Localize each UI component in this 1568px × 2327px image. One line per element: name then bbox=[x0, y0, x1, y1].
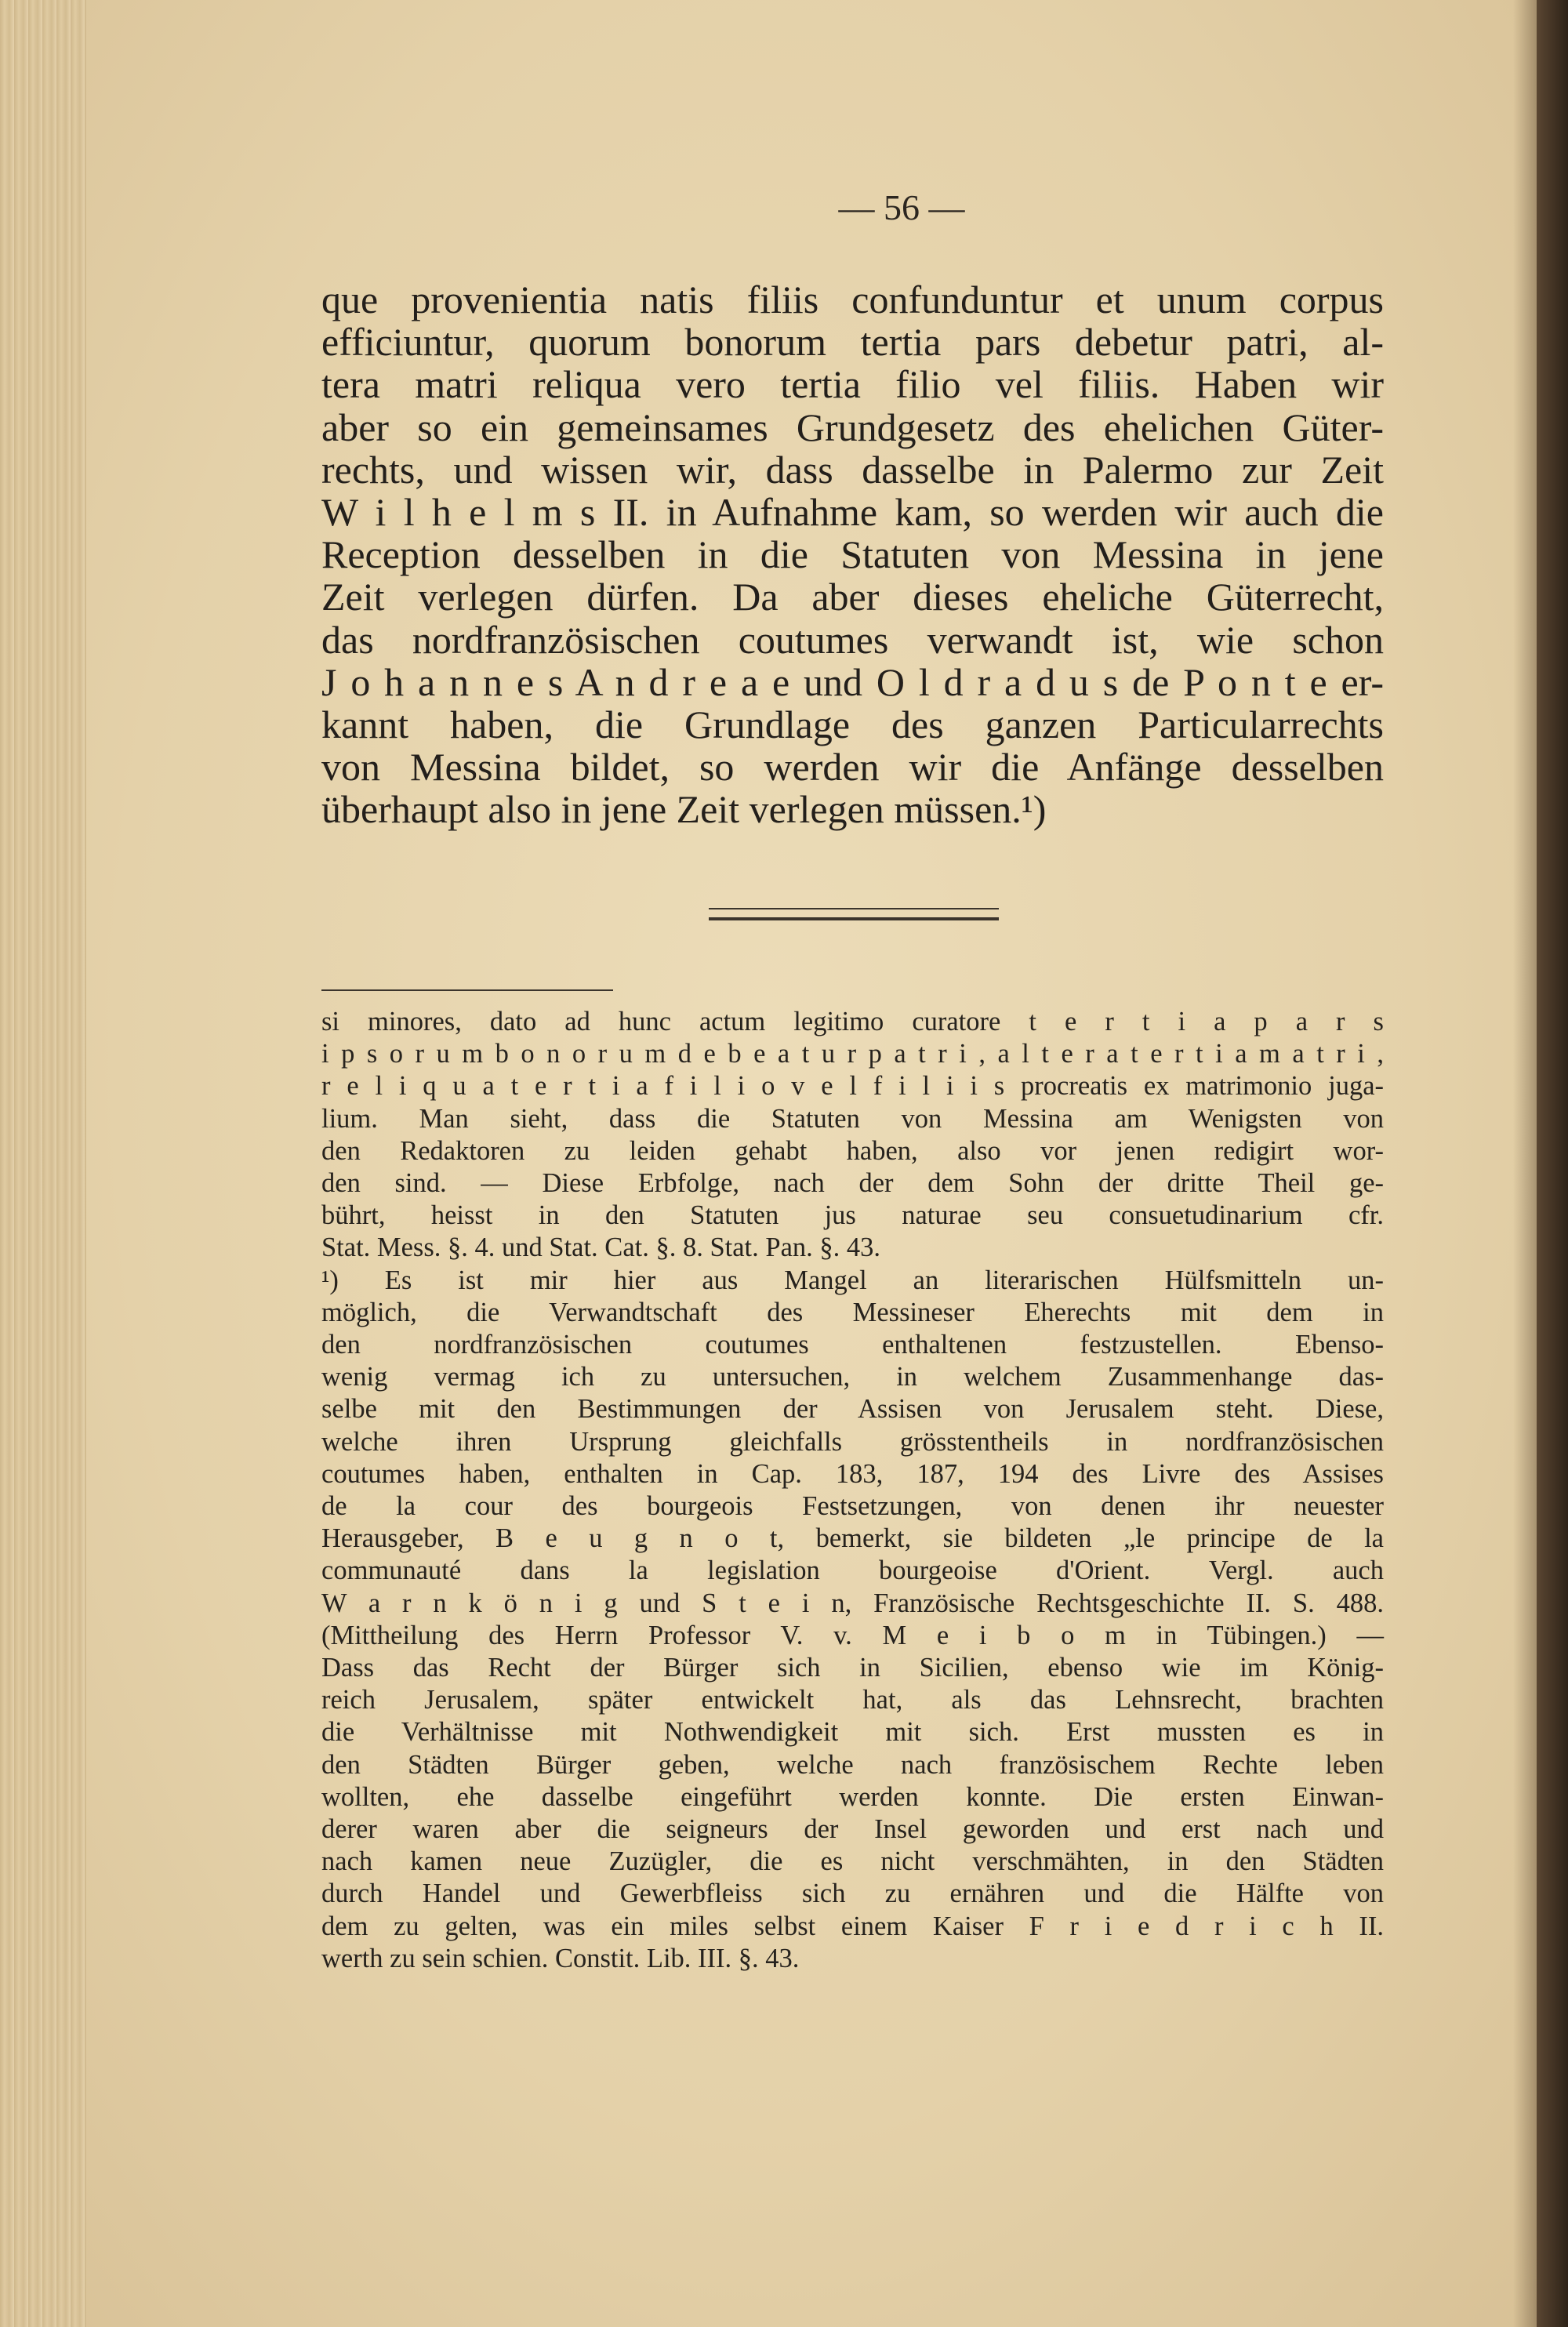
body-text-line: überhaupt also in jene Zeit verlegen müssen.¹) bbox=[321, 787, 1047, 832]
footnote-line: die Verhältnisse mit Nothwendigkeit mit sich. Erst mussten es in bbox=[321, 1717, 1384, 1748]
footnote-line: wenig vermag ich zu untersuchen, in welchem Zusammenhange das- bbox=[321, 1362, 1384, 1392]
footnote-line: si minores, dato ad hunc actum legitimo curatore t e r t i a p a r s bbox=[321, 1007, 1384, 1036]
footnote-line: W a r n k ö n i g und S t e i n, Französische Rechtsgeschichte II. S. 488. bbox=[321, 1588, 1384, 1618]
footnote-line: den nordfranzösischen coutumes enthaltenen festzustellen. Ebenso- bbox=[321, 1330, 1384, 1360]
body-text-line: Reception desselben in die Statuten von Messina in jene bbox=[321, 532, 1384, 577]
body-text-line: aber so ein gemeinsames Grundgesetz des ehelichen Güter- bbox=[321, 405, 1384, 449]
footnote-line: ¹) Es ist mir hier aus Mangel an literarischen Hülfsmitteln un- bbox=[321, 1265, 1384, 1295]
body-text-line: efficiuntur, quorum bonorum tertia pars debetur patri, al- bbox=[321, 320, 1384, 365]
footnote-line: derer waren aber die seigneurs der Insel geworden und erst nach und bbox=[321, 1814, 1384, 1845]
footnote-line: (Mittheilung des Herrn Professor V. v. M e i b o m in Tübingen.) — bbox=[321, 1620, 1384, 1650]
footnote-line: Dass das Recht der Bürger sich in Sicilien, ebenso wie im König- bbox=[321, 1653, 1384, 1683]
footnote-line: reich Jerusalem, später entwickelt hat, als das Lehnsrecht, brachten bbox=[321, 1685, 1384, 1715]
body-text-line: que provenientia natis filiis confunduntur et unum corpus bbox=[321, 278, 1384, 321]
footnote-line: Herausgeber, B e u g n o t, bemerkt, sie bildeten „le principe de la bbox=[321, 1523, 1384, 1554]
body-text-line: tera matri reliqua vero tertia filio vel filiis. Haben wir bbox=[321, 362, 1384, 407]
section-end-double-rule bbox=[709, 908, 999, 920]
main-text-block bbox=[321, 278, 1384, 831]
footnote-line: durch Handel und Gewerbfleiss sich zu ernähren und die Hälfte von bbox=[321, 1879, 1384, 1909]
body-text-line: Zeit verlegen dürfen. Da aber dieses eheliche Güterrecht, bbox=[321, 575, 1384, 619]
footnote-line: communauté dans la legislation bourgeoise d'Orient. Vergl. auch bbox=[321, 1556, 1384, 1586]
footnote-line: coutumes haben, enthalten in Cap. 183, 187, 194 des Livre des Assises bbox=[321, 1458, 1384, 1489]
footnote-line: de la cour des bourgeois Festsetzungen, von denen ihr neuester bbox=[321, 1491, 1384, 1522]
gutter-shadow bbox=[1513, 0, 1537, 2327]
body-text-line: J o h a n n e s A n d r e a e und O l d r a d u s de P o n t e er- bbox=[321, 659, 1384, 704]
body-text-line: kannt haben, die Grundlage des ganzen Particularrechts bbox=[321, 702, 1384, 747]
footnotes-block bbox=[321, 1006, 1384, 1975]
footnote-line: lium. Man sieht, dass die Statuten von Messina am Wenigsten von bbox=[321, 1103, 1384, 1134]
body-text-line: rechts, und wissen wir, dass dasselbe in Palermo zur Zeit bbox=[321, 447, 1384, 492]
footnote-line: welche ihren Ursprung gleichfalls grösstentheils in nordfranzösischen bbox=[321, 1426, 1384, 1457]
footnote-line: wollten, ehe dasselbe eingeführt werden konnte. Die ersten Einwan- bbox=[321, 1781, 1384, 1812]
footnote-line: nach kamen neue Zuzügler, die es nicht verschmähten, in den Städten bbox=[321, 1846, 1384, 1877]
footnote-line: werth zu sein schien. Constit. Lib. III. §. 43. bbox=[321, 1943, 800, 1973]
footnote-line: i p s o r u m b o n o r u m d e b e a t u r p a t r i , a l t e r a t e r t i a m a t r i , bbox=[321, 1039, 1384, 1069]
page-stack-edge bbox=[0, 0, 86, 2327]
footnote-line: bührt, heisst in den Statuten jus naturae seu consuetudinarium cfr. bbox=[321, 1200, 1384, 1231]
footnote-line: Stat. Mess. §. 4. und Stat. Cat. §. 8. Stat. Pan. §. 43. bbox=[321, 1232, 881, 1263]
footnote-line: den Städten Bürger geben, welche nach französischem Rechte leben bbox=[321, 1749, 1384, 1780]
footnote-line: möglich, die Verwandtschaft des Messineser Eherechts mit dem in bbox=[321, 1297, 1384, 1327]
page-number: — 56 — bbox=[838, 187, 965, 227]
footnote-line: selbe mit den Bestimmungen der Assisen von Jerusalem steht. Diese, bbox=[321, 1394, 1384, 1425]
body-text-line: von Messina bildet, so werden wir die Anfänge desselben bbox=[321, 745, 1384, 790]
footnote-line: den Redaktoren zu leiden gehabt haben, also vor jenen redigirt wor- bbox=[321, 1135, 1384, 1166]
body-text-line: das nordfranzösischen coutumes verwandt ist, wie schon bbox=[321, 617, 1384, 662]
footnote-separator-rule bbox=[321, 989, 613, 991]
footnote-line: den sind. — Diese Erbfolge, nach der dem Sohn der dritte Theil ge- bbox=[321, 1168, 1384, 1199]
body-text-line: W i l h e l m s II. in Aufnahme kam, so werden wir auch die bbox=[321, 490, 1384, 535]
footnote-line: dem zu gelten, was ein miles selbst einem Kaiser F r i e d r i c h II. bbox=[321, 1911, 1384, 1941]
book-binding bbox=[1537, 0, 1568, 2327]
footnote-line: r e l i q u a t e r t i a f i l i o v e l f i l i i s procreatis ex matrimonio juga- bbox=[321, 1071, 1384, 1102]
